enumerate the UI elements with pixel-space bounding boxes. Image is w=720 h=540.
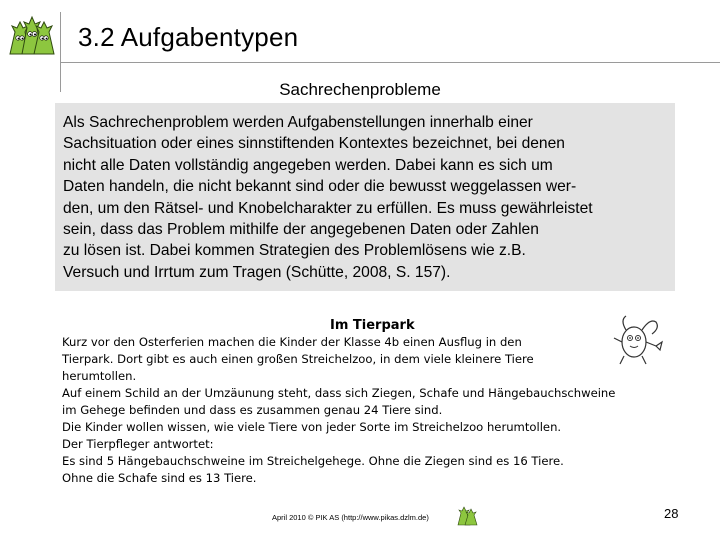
story-line: Es sind 5 Hängebauchschweine im Streichelgehege. Ohne die Ziegen sind es 16 Tiere. bbox=[62, 454, 564, 468]
story-line: Ohne die Schafe sind es 13 Tiere. bbox=[62, 471, 257, 485]
definition-box bbox=[55, 103, 675, 291]
story-line: Tierpark. Dort gibt es auch einen großen Streichelzoo, in dem viele kleinere Tiere bbox=[62, 352, 534, 366]
story-line: im Gehege befinden und dass es zusammen genau 24 Tiere sind. bbox=[62, 403, 443, 417]
footer-credit: April 2010 © PIK AS (http://www.pikas.dzlm.de) bbox=[272, 513, 429, 522]
story-line: Die Kinder wollen wissen, wie viele Tiere von jeder Sorte im Streichelzoo herumtollen. bbox=[62, 420, 562, 434]
definition-line: nicht alle Daten vollständig angegeben werden. Dabei kann es sich um bbox=[63, 156, 553, 174]
definition-line: zu lösen ist. Dabei kommen Strategien des Problemlösens wie z.B. bbox=[63, 242, 526, 260]
story-line: Der Tierpfleger antwortet: bbox=[62, 437, 214, 451]
header-horizontal-rule bbox=[60, 62, 720, 63]
page-number: 28 bbox=[664, 506, 679, 521]
story-text bbox=[62, 334, 692, 487]
pikas-small-logo-icon bbox=[456, 504, 478, 526]
story-line: Kurz vor den Osterferien machen die Kinder der Klasse 4b einen Ausflug in den bbox=[62, 335, 522, 349]
pikas-logo-icon bbox=[6, 14, 58, 56]
page-title: 3.2 Aufgabentypen bbox=[78, 22, 299, 52]
story-line: Auf einem Schild an der Umzäunung steht, dass sich Ziegen, Schafe und Hängebauchschweine bbox=[62, 386, 616, 400]
definition-line: sein, dass das Problem mithilfe der angegebenen Daten oder Zahlen bbox=[63, 221, 539, 239]
story-line: herumtollen. bbox=[62, 369, 137, 383]
definition-line: den, um den Rätsel- und Knobelcharakter zu erfüllen. Es muss gewährleistet bbox=[63, 199, 593, 217]
definition-line: Versuch und Irrtum zum Tragen (Schütte, 2008, S. 157). bbox=[63, 263, 451, 281]
definition-line: Daten handeln, die nicht bekannt sind oder die bewusst weggelassen wer- bbox=[63, 178, 577, 196]
definition-line: Sachsituation oder eines sinnstiftenden Kontextes bezeichnet, bei denen bbox=[63, 135, 565, 153]
definition-line: Als Sachrechenproblem werden Aufgabenstellungen innerhalb einer bbox=[63, 114, 533, 131]
story-title: Im Tierpark bbox=[330, 318, 415, 333]
section-heading: Sachrechenprobleme bbox=[279, 80, 441, 99]
